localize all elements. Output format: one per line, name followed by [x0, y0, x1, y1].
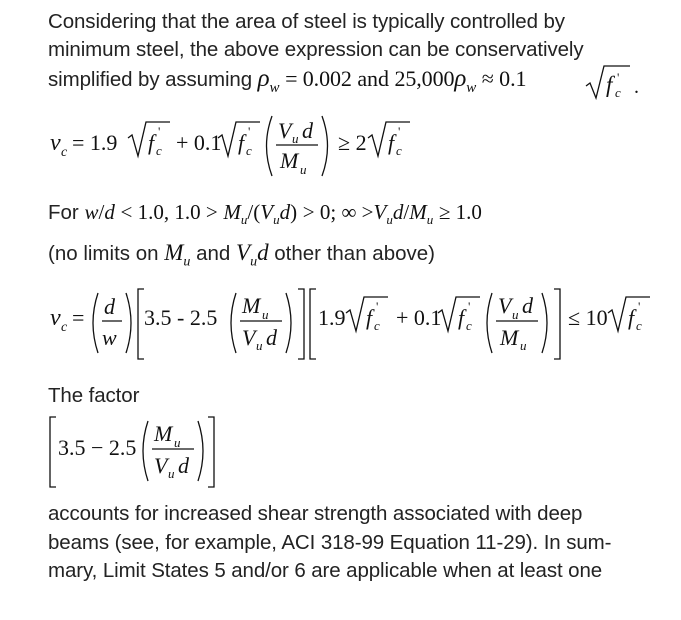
eq1-num-u: u [292, 131, 299, 146]
eq2-f2-c: c [466, 318, 472, 333]
no-limits-close: other than above) [274, 242, 435, 265]
cond-wd: w/d [84, 200, 115, 224]
eq2-bracket-r1 [298, 289, 304, 359]
cond2: > 0; ∞ > [302, 200, 374, 224]
eq1-f2-prime: ' [248, 124, 251, 139]
eq2-Vd: d [266, 325, 277, 350]
eq1-den-M: M [280, 148, 299, 173]
eq2-paren-l2 [231, 293, 236, 353]
para2-line1: accounts for increased shear strength associated with deep [48, 502, 583, 525]
factor-label: The factor [48, 384, 140, 407]
and-word: and [357, 66, 389, 91]
no-limits-and: and [196, 242, 231, 265]
eq2-f2: f [458, 305, 465, 330]
para2-line3: mary, Limit States 5 and/or 6 are applicable when at least one [48, 559, 603, 582]
factor-paren-l [143, 421, 148, 481]
eq1-f1-c: c [156, 143, 162, 158]
eq2-num-V: V [498, 293, 512, 318]
sqrt-fc-inline [584, 62, 654, 102]
para1-line2: minimum steel, the above expression can be conservatively [48, 38, 584, 61]
eq1-den-u: u [300, 162, 307, 177]
eq2-d: d [104, 294, 115, 319]
factor-M-u: u [174, 435, 181, 450]
coef-25000: 25,000 [394, 66, 455, 91]
eq2-M: M [242, 293, 261, 318]
eq2-paren-l3 [487, 293, 492, 353]
factor-M: M [154, 421, 173, 446]
period: . [634, 76, 639, 98]
for-line [48, 200, 482, 228]
eq2-v: v [50, 305, 61, 331]
for-word: For [48, 201, 79, 224]
eq1-f3-c: c [396, 143, 402, 158]
factor-V: V [154, 453, 168, 478]
factor-bracket-r [208, 417, 214, 487]
eq2-leq: ≤ 10 [568, 305, 608, 330]
no-limits-open: (no limits on [48, 242, 159, 265]
eq1-geq: ≥ 2 [338, 130, 367, 155]
cond3: ≥ 1.0 [438, 200, 482, 224]
fc-prime: ' [617, 70, 620, 85]
para1-line3-text: simplified by assuming [48, 68, 253, 91]
mu-symbol: $M_u$ [164, 240, 191, 270]
eq2-den-M: M [500, 325, 519, 350]
para1-line1: Considering that the area of steel is typically controlled by [48, 10, 565, 33]
eq2-V: V [242, 325, 256, 350]
eq2-den-u: u [520, 338, 527, 353]
rho-w-symbol: $\rho_w$ [257, 65, 280, 96]
eq2-f3: f [628, 305, 635, 330]
cond1: < 1.0, 1.0 > [120, 200, 218, 224]
eq2-bracket-r2 [554, 289, 560, 359]
eq2-bracket-l2 [310, 289, 316, 359]
eq2-f1-prime: ' [376, 299, 379, 314]
rho-w-symbol-2: $\rho_w$ [454, 65, 477, 96]
eq1-f1: f [148, 130, 155, 155]
factor-paren-r [198, 421, 203, 481]
para2-line2: beams (see, for example, ACI 318-99 Equation 11-29). In sum- [48, 531, 612, 554]
approx-value: ≈ 0.1 [481, 66, 527, 91]
eq2-f3-c: c [636, 318, 642, 333]
factor-V-u: u [168, 466, 175, 481]
eq2-paren-l1 [93, 293, 98, 353]
eq2-f1: f [366, 305, 373, 330]
cond-mu-vud: $M_u/(V_ud)$ [223, 200, 298, 228]
eq1-num-d: d [302, 118, 313, 143]
eq2-plus: + 0.1 [396, 305, 442, 330]
eq2-v-c: c [61, 320, 68, 335]
equation-1 [46, 112, 446, 182]
eq2-f2-prime: ' [468, 299, 471, 314]
eq2-f3-prime: ' [638, 299, 641, 314]
eq2-eq: = [72, 305, 85, 330]
fc-f: f [606, 72, 613, 97]
rho-value: = 0.002 [285, 66, 352, 91]
factor-expression [48, 413, 238, 491]
eq1-f3: f [388, 130, 395, 155]
eq1-paren-right [322, 116, 328, 176]
factor-d: d [178, 453, 189, 478]
factor-expr: 3.5 − 2.5 [58, 435, 137, 460]
eq1-v-sub-c: c [61, 145, 68, 160]
eq2-M-u: u [262, 307, 269, 322]
eq1-num-V: V [278, 118, 292, 143]
eq1-v: v [50, 130, 61, 156]
eq2-paren-r2 [286, 293, 291, 353]
no-limits-line [48, 240, 435, 271]
eq1-lhs: = 1.9 [72, 130, 118, 155]
eq2-num-d: d [522, 293, 533, 318]
eq2-V-u: u [256, 338, 263, 353]
eq1-f2-c: c [246, 143, 252, 158]
eq2-f1-c: c [374, 318, 380, 333]
eq2-k35: 3.5 - 2.5 [144, 305, 218, 330]
vud-symbol: $V_ud$ [236, 240, 269, 270]
eq2-paren-r1 [126, 293, 131, 353]
factor-bracket-l [50, 417, 56, 487]
eq1-plus: + 0.1 [176, 130, 222, 155]
para1-line3 [48, 65, 668, 102]
eq1-paren-left [267, 116, 273, 176]
eq1-f1-prime: ' [158, 124, 161, 139]
equation-2 [46, 283, 646, 363]
eq2-w: w [102, 325, 117, 350]
cond-vud-mu: $V_ud/M_u$ [373, 200, 434, 228]
eq1-f2: f [238, 130, 245, 155]
eq1-f3-prime: ' [398, 124, 401, 139]
eq2-num-u: u [512, 307, 519, 322]
eq2-k19: 1.9 [318, 305, 346, 330]
eq2-paren-r3 [542, 293, 547, 353]
fc-sub-c: c [615, 85, 621, 100]
